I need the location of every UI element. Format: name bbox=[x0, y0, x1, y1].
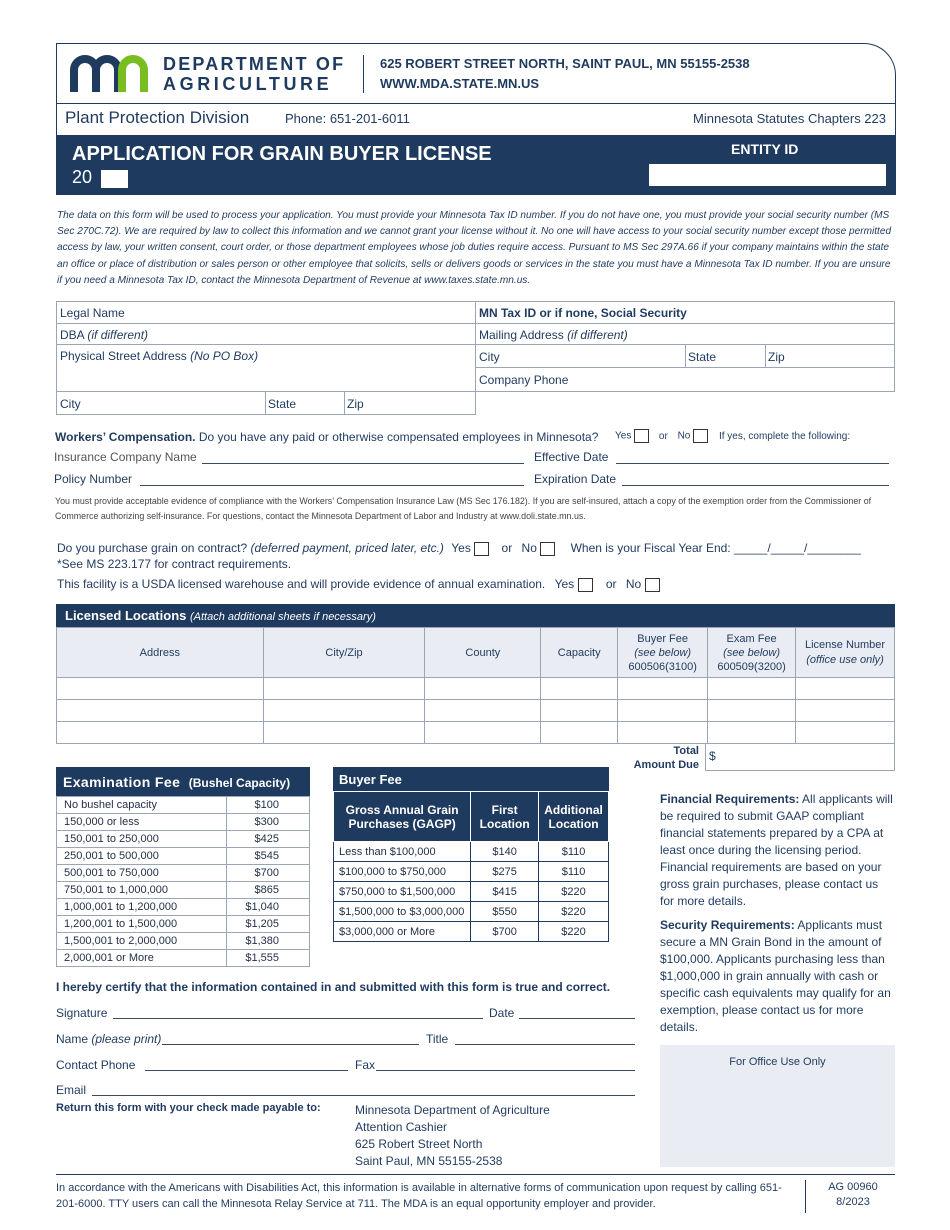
contract-yes-checkbox[interactable] bbox=[474, 542, 489, 556]
exam-fee-amount: $1,205 bbox=[227, 916, 310, 933]
mda-logo-icon bbox=[70, 54, 154, 94]
buyer-fee-range: Less than $100,000 bbox=[334, 842, 471, 862]
name-label: Name (please print) bbox=[56, 1032, 162, 1046]
exam-fee-range: 1,200,001 to 1,500,000 bbox=[57, 916, 227, 933]
header-divider bbox=[363, 55, 364, 93]
workers-comp-question: Workers’ Compensation. Do you have any paid or otherwise compensated employees in Minnesota? bbox=[55, 430, 599, 444]
contract-question: Do you purchase grain on contract? (deferred payment, priced later, etc.) Yes or No When is your Fiscal Year End: _____/_____/________ bbox=[57, 541, 861, 555]
effective-date-label: Effective Date bbox=[534, 450, 609, 464]
dept-name-line1: DEPARTMENT OF bbox=[163, 54, 346, 74]
mailing-zip-label: Zip bbox=[768, 350, 785, 364]
buyer-fee-additional: $110 bbox=[539, 862, 609, 882]
ada-notice: In accordance with the Americans with Disabilities Act, this information is available in alternative forms of communication upon request by calling 651-201-6000. TTY users can call the Minnesota Relay Service at 711. The MDA is an equal opportunity employer and provider. bbox=[56, 1182, 782, 1210]
entity-id-field[interactable] bbox=[649, 164, 886, 186]
email-label: Email bbox=[56, 1083, 87, 1097]
location-row[interactable] bbox=[57, 678, 895, 700]
buyer-fee-row bbox=[334, 902, 609, 922]
zip-label: Zip bbox=[347, 397, 364, 411]
locations-title: Licensed Locations (Attach additional sheets if necessary) bbox=[65, 608, 376, 623]
col-header-license-number: License Number (office use only) bbox=[796, 628, 895, 678]
exam-fee-table bbox=[56, 796, 310, 967]
workers-comp-notice: You must provide acceptable evidence of compliance with the Workers’ Compensation Insurance Law (MS Sec 176.182). If you are self-insured, attach a copy of the exemption order from the Commissioner of Commerce authorizing self-insurance. For questions, contact the Minnesota Department of Labor and Industry at www.doli.state.mn.us. bbox=[55, 496, 872, 521]
contact-phone-label: Contact Phone bbox=[56, 1058, 136, 1072]
contract-requirements-note: *See MS 223.177 for contract requirements. bbox=[57, 557, 292, 571]
buyer-fee-table bbox=[333, 791, 609, 942]
exam-fee-amount: $1,555 bbox=[227, 950, 310, 967]
col-header-additional-location: Additional Location bbox=[539, 792, 609, 842]
exam-fee-range: 500,001 to 750,000 bbox=[57, 865, 227, 882]
buyer-fee-range: $750,000 to $1,500,000 bbox=[334, 882, 471, 902]
footer-rule bbox=[56, 1174, 895, 1175]
tax-id-label: MN Tax ID or if none, Social Security bbox=[479, 306, 687, 320]
fax-field[interactable] bbox=[376, 1057, 635, 1071]
exam-fee-range: 150,000 or less bbox=[57, 814, 227, 831]
usda-yes-checkbox[interactable] bbox=[578, 578, 593, 592]
col-header-gagp: Gross Annual Grain Purchases (GAGP) bbox=[334, 792, 471, 842]
contact-phone-field[interactable] bbox=[145, 1057, 348, 1071]
dept-address: 625 ROBERT STREET NORTH, SAINT PAUL, MN 55155-2538 bbox=[380, 56, 750, 71]
fax-label: Fax bbox=[355, 1058, 376, 1072]
exam-fee-amount: $1,040 bbox=[227, 899, 310, 916]
location-row[interactable] bbox=[57, 700, 895, 722]
col-header-address: Address bbox=[57, 628, 264, 678]
signature-label: Signature bbox=[56, 1006, 108, 1020]
date-field[interactable] bbox=[519, 1005, 635, 1019]
dba-label: DBA (if different) bbox=[60, 328, 149, 342]
buyer-fee-row bbox=[334, 882, 609, 902]
buyer-fee-first: $275 bbox=[471, 862, 539, 882]
buyer-fee-first: $140 bbox=[471, 842, 539, 862]
buyer-fee-range: $1,500,000 to $3,000,000 bbox=[334, 902, 471, 922]
email-field[interactable] bbox=[92, 1082, 635, 1096]
buyer-fee-row bbox=[334, 862, 609, 882]
date-label: Date bbox=[489, 1006, 515, 1020]
col-header-exam-fee: Exam Fee (see below) 600509(3200) bbox=[708, 628, 796, 678]
location-row[interactable] bbox=[57, 722, 895, 744]
exam-fee-row bbox=[57, 831, 310, 848]
usda-question: This facility is a USDA licensed warehouse and will provide evidence of annual examination. Yes or No bbox=[57, 577, 660, 592]
division-name: Plant Protection Division bbox=[65, 108, 250, 127]
year-field[interactable] bbox=[101, 170, 128, 188]
mailing-address-label: Mailing Address (if different) bbox=[479, 328, 628, 342]
exam-fee-amount: $865 bbox=[227, 882, 310, 899]
exam-fee-row bbox=[57, 916, 310, 933]
exam-fee-range: 150,001 to 250,000 bbox=[57, 831, 227, 848]
col-header-capacity: Capacity bbox=[541, 628, 618, 678]
statutes-reference: Minnesota Statutes Chapters 223 bbox=[693, 111, 886, 126]
policy-number-label: Policy Number bbox=[54, 472, 133, 486]
workers-comp-no-checkbox[interactable] bbox=[693, 429, 708, 443]
buyer-fee-row bbox=[334, 922, 609, 942]
col-header-county: County bbox=[425, 628, 541, 678]
exam-fee-range: 1,000,001 to 1,200,000 bbox=[57, 899, 227, 916]
buyer-fee-additional: $220 bbox=[539, 922, 609, 942]
effective-date-field[interactable] bbox=[616, 450, 889, 464]
buyer-fee-row bbox=[334, 842, 609, 862]
exam-fee-range: 250,001 to 500,000 bbox=[57, 848, 227, 865]
mailing-state-label: State bbox=[688, 350, 717, 364]
header-rule bbox=[56, 103, 896, 104]
exam-fee-amount: $545 bbox=[227, 848, 310, 865]
exam-fee-range: 2,000,001 or More bbox=[57, 950, 227, 967]
exam-fee-range: No bushel capacity bbox=[57, 797, 227, 814]
col-header-buyer-fee: Buyer Fee (see below) 600506(3100) bbox=[618, 628, 708, 678]
buyer-fee-additional: $220 bbox=[539, 902, 609, 922]
insurance-company-label: Insurance Company Name bbox=[54, 450, 197, 464]
division-phone: Phone: 651-201-6011 bbox=[285, 111, 410, 126]
exam-fee-row bbox=[57, 865, 310, 882]
year-prefix: 20 bbox=[72, 167, 93, 187]
usda-no-checkbox[interactable] bbox=[645, 578, 660, 592]
buyer-fee-additional: $220 bbox=[539, 882, 609, 902]
certification-statement: I hereby certify that the information contained in and submitted with this form is true and correct. bbox=[56, 980, 611, 994]
buyer-fee-range: $3,000,000 or More bbox=[334, 922, 471, 942]
buyer-fee-additional: $110 bbox=[539, 842, 609, 862]
exam-fee-range: 1,500,001 to 2,000,000 bbox=[57, 933, 227, 950]
legal-name-label: Legal Name bbox=[60, 306, 125, 320]
entity-id-label: ENTITY ID bbox=[731, 141, 799, 157]
exam-fee-amount: $100 bbox=[227, 797, 310, 814]
exam-fee-title: Examination Fee (Bushel Capacity) bbox=[63, 774, 291, 790]
form-title: APPLICATION FOR GRAIN BUYER LICENSE bbox=[72, 143, 492, 165]
exam-fee-amount: $1,380 bbox=[227, 933, 310, 950]
city-field[interactable] bbox=[56, 391, 266, 415]
fiscal-year-field[interactable]: _____/_____/________ bbox=[733, 541, 861, 555]
workers-comp-options: Yes or No If yes, complete the following: bbox=[615, 430, 851, 442]
expiration-date-field[interactable] bbox=[622, 472, 889, 486]
contract-no-checkbox[interactable] bbox=[540, 542, 555, 556]
exam-fee-range: 750,001 to 1,000,000 bbox=[57, 882, 227, 899]
dept-website[interactable]: WWW.MDA.STATE.MN.US bbox=[380, 76, 540, 91]
total-amount-due-label: Total Amount Due bbox=[633, 745, 699, 771]
exam-fee-row bbox=[57, 814, 310, 831]
mailing-city-field[interactable] bbox=[475, 344, 686, 368]
insurance-company-field[interactable] bbox=[202, 450, 524, 464]
exam-fee-row bbox=[57, 797, 310, 814]
buyer-fee-range: $100,000 to $750,000 bbox=[334, 862, 471, 882]
dept-name-line2: AGRICULTURE bbox=[163, 74, 333, 94]
title-label: Title bbox=[426, 1032, 449, 1046]
mailing-city-label: City bbox=[479, 350, 500, 364]
city-label: City bbox=[60, 397, 81, 411]
buyer-fee-first: $700 bbox=[471, 922, 539, 942]
security-requirements: Security Requirements: Applicants must secure a MN Grain Bond in the amount of $100,000. Applicants purchasing less than $1,000,000 in grain annually with cash or specific cash equivalents may qualify for an exemption, please contact us for more details. bbox=[660, 918, 891, 1034]
workers-comp-yes-checkbox[interactable] bbox=[634, 429, 649, 443]
financial-requirements: Financial Requirements: All applicants will be required to submit GAAP compliant financial statements prepared by a CPA at least once during the licensing period. Financial requirements are based on your gross grain purchases, please contact us for more details. bbox=[660, 792, 893, 908]
locations-table bbox=[56, 627, 895, 744]
expiration-date-label: Expiration Date bbox=[534, 472, 617, 486]
name-field[interactable] bbox=[162, 1031, 419, 1045]
exam-fee-row bbox=[57, 882, 310, 899]
company-phone-label: Company Phone bbox=[479, 373, 569, 387]
office-use-label: For Office Use Only bbox=[729, 1056, 826, 1068]
total-dollar-sign: $ bbox=[709, 749, 716, 763]
col-header-first-location: First Location bbox=[471, 792, 539, 842]
state-label: State bbox=[268, 397, 297, 411]
buyer-fee-first: $550 bbox=[471, 902, 539, 922]
form-number: AG 00960 8/2023 bbox=[828, 1181, 878, 1208]
exam-fee-row bbox=[57, 899, 310, 916]
buyer-fee-first: $415 bbox=[471, 882, 539, 902]
exam-fee-row bbox=[57, 933, 310, 950]
col-header-city-zip: City/Zip bbox=[263, 628, 425, 678]
physical-address-label: Physical Street Address (No PO Box) bbox=[60, 349, 259, 363]
return-address: Minnesota Department of Agriculture Attention Cashier 625 Robert Street North Saint Paul, MN 55155-2538 bbox=[355, 1103, 550, 1168]
exam-fee-amount: $425 bbox=[227, 831, 310, 848]
total-amount-due-field[interactable] bbox=[705, 743, 895, 771]
footer-divider bbox=[805, 1180, 806, 1213]
policy-number-field[interactable] bbox=[140, 472, 524, 486]
exam-fee-amount: $300 bbox=[227, 814, 310, 831]
exam-fee-row bbox=[57, 848, 310, 865]
return-label: Return this form with your check made payable to: bbox=[56, 1102, 321, 1114]
title-field[interactable] bbox=[455, 1031, 635, 1045]
signature-field[interactable] bbox=[113, 1005, 483, 1019]
exam-fee-row bbox=[57, 950, 310, 967]
privacy-notice: The data on this form will be used to process your application. You must provide your Minnesota Tax ID number. If you do not have one, you must provide your social security number (MS Sec 270C.72). We are required by law to collect this information and we cannot grant your license without it. No one will have access to your social security number except those permitted access by law, your written consent, court order, or those department employees whose job duties require access. Pursuant to MS Sec 297A.66 if your company maintains within the state an office or place of distribution or sales person or other employee that solicits, sells or delivers goods or services in the state you must have a Minnesota Tax ID number. If you are unsure if you need a Minnesota Tax ID, contact the Minnesota Department of Revenue at www.taxes.state.mn.us. bbox=[57, 210, 892, 286]
buyer-fee-title: Buyer Fee bbox=[339, 772, 402, 787]
exam-fee-amount: $700 bbox=[227, 865, 310, 882]
